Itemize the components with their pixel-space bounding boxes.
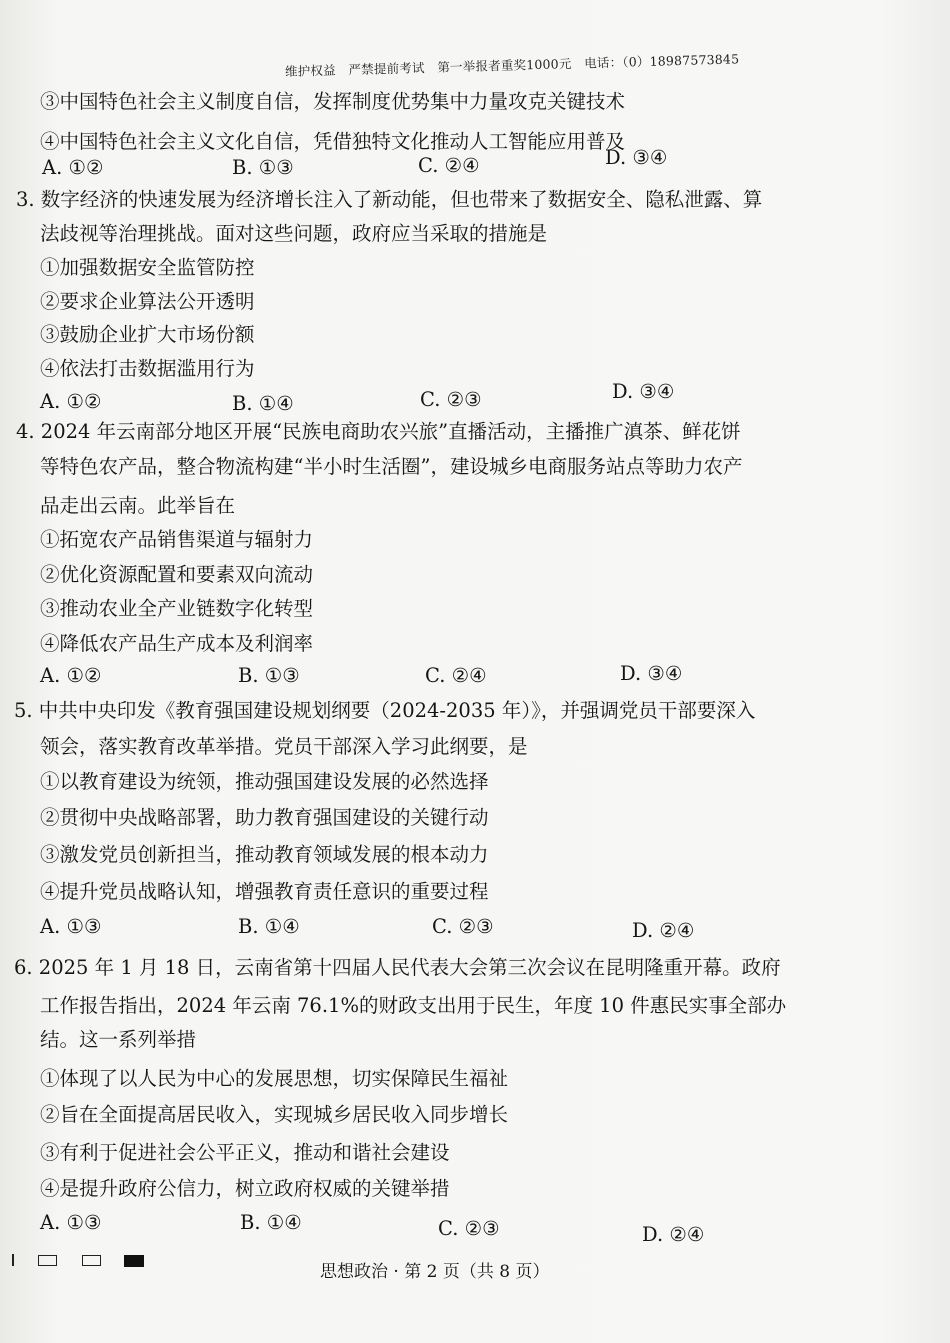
q5-stem-line-2: 领会，落实教育改革举措。党员干部深入学习此纲要，是 — [40, 735, 528, 758]
q6-statement-2: ②旨在全面提高居民收入，实现城乡居民收入同步增长 — [40, 1103, 509, 1126]
q3-statement-4: ④依法打击数据滥用行为 — [40, 357, 255, 380]
registration-box-1 — [38, 1255, 57, 1266]
q3-option-b: B. ①④ — [232, 392, 294, 415]
q4-statement-1: ①拓宽农产品销售渠道与辐射力 — [40, 528, 314, 551]
q2-option-b: B. ①③ — [232, 156, 294, 179]
q6-statement-4: ④是提升政府公信力，树立政府权威的关键举措 — [40, 1177, 450, 1200]
q6-stem-line-2: 工作报告指出，2024 年云南 76.1%的财政支出用于民生，年度 10 件惠民实事全部办 — [40, 994, 787, 1017]
registration-box-filled — [124, 1255, 144, 1267]
q6-option-c: C. ②③ — [438, 1217, 500, 1240]
q2-option-d: D. ③④ — [605, 146, 668, 169]
q2-option-c: C. ②④ — [418, 154, 480, 177]
q4-option-d: D. ③④ — [620, 662, 683, 685]
q3-statement-1: ①加强数据安全监管防控 — [40, 256, 255, 279]
q5-option-c: C. ②③ — [432, 915, 494, 938]
q4-statement-2: ②优化资源配置和要素双向流动 — [40, 563, 314, 586]
q6-statement-1: ①体现了以人民为中心的发展思想，切实保障民生福祉 — [40, 1067, 509, 1090]
q5-option-a: A. ①③ — [40, 915, 102, 938]
q6-option-a: A. ①③ — [40, 1211, 102, 1234]
q4-stem-line-2: 等特色农产品，整合物流构建“半小时生活圈”，建设城乡电商服务站点等助力农产 — [40, 455, 743, 478]
q2-option-a: A. ①② — [42, 156, 104, 179]
registration-box-2 — [82, 1255, 101, 1266]
q5-options — [0, 915, 950, 945]
q5-statement-1: ①以教育建设为统领，推动强国建设发展的必然选择 — [40, 770, 489, 793]
q6-option-d: D. ②④ — [642, 1223, 705, 1246]
page-footer: 思想政治 · 第 2 页（共 8 页） — [320, 1262, 550, 1282]
q3-stem-line-1: 3. 数字经济的快速发展为经济增长注入了新动能，但也带来了数据安全、隐私泄露、算 — [16, 188, 763, 211]
q4-stem-line-1: 4. 2024 年云南部分地区开展“民族电商助农兴旅”直播活动，主播推广滇茶、鲜花饼 — [16, 420, 741, 443]
q4-option-a: A. ①② — [40, 664, 102, 687]
q4-option-b: B. ①③ — [238, 664, 300, 687]
q6-options — [0, 1211, 950, 1246]
q5-option-d: D. ②④ — [632, 919, 695, 942]
q4-option-c: C. ②④ — [425, 664, 487, 687]
q3-option-c: C. ②③ — [420, 388, 482, 411]
q5-statement-4: ④提升党员战略认知，增强教育责任意识的重要过程 — [40, 880, 489, 903]
q5-statement-2: ②贯彻中央战略部署，助力教育强国建设的关键行动 — [40, 806, 489, 829]
q2-statement-3: ③中国特色社会主义制度自信，发挥制度优势集中力量攻克关键技术 — [40, 90, 626, 113]
q6-stem-line-1: 6. 2025 年 1 月 18 日，云南省第十四届人民代表大会第三次会议在昆明隆重开幕。政府 — [14, 956, 781, 979]
q4-stem-line-3: 品走出云南。此举旨在 — [40, 494, 236, 517]
q5-stem-line-1: 5. 中共中央印发《教育强国建设规划纲要（2024-2035 年）》，并强调党员干部要深入 — [14, 699, 756, 722]
q3-statement-2: ②要求企业算法公开透明 — [40, 290, 255, 313]
q3-option-a: A. ①② — [40, 390, 102, 413]
q6-stem-line-3: 结。这一系列举措 — [40, 1028, 197, 1051]
q6-statement-3: ③有利于促进社会公平正义，推动和谐社会建设 — [40, 1141, 450, 1164]
q5-statement-3: ③激发党员创新担当，推动教育领域发展的根本动力 — [40, 843, 489, 866]
q4-statement-4: ④降低农产品生产成本及利润率 — [40, 632, 314, 655]
q3-statement-3: ③鼓励企业扩大市场份额 — [40, 323, 255, 346]
q4-statement-3: ③推动农业全产业链数字化转型 — [40, 597, 314, 620]
q2-options — [0, 146, 950, 186]
q2-statement-4: ④中国特色社会主义文化自信，凭借独特文化推动人工智能应用普及 — [40, 130, 626, 153]
scan-registration-marks — [12, 1254, 152, 1268]
registration-bar — [12, 1254, 14, 1266]
q4-options — [0, 664, 950, 694]
q3-options — [0, 380, 950, 420]
q5-option-b: B. ①④ — [238, 915, 300, 938]
q3-stem-line-2: 法歧视等治理挑战。面对这些问题，政府应当采取的措施是 — [40, 222, 548, 245]
q6-option-b: B. ①④ — [240, 1211, 302, 1234]
q3-option-d: D. ③④ — [612, 380, 675, 403]
page-header-notice: 维护权益 严禁提前考试 第一举报者重奖1000元 电话：（0）18987573845 — [284, 51, 740, 79]
